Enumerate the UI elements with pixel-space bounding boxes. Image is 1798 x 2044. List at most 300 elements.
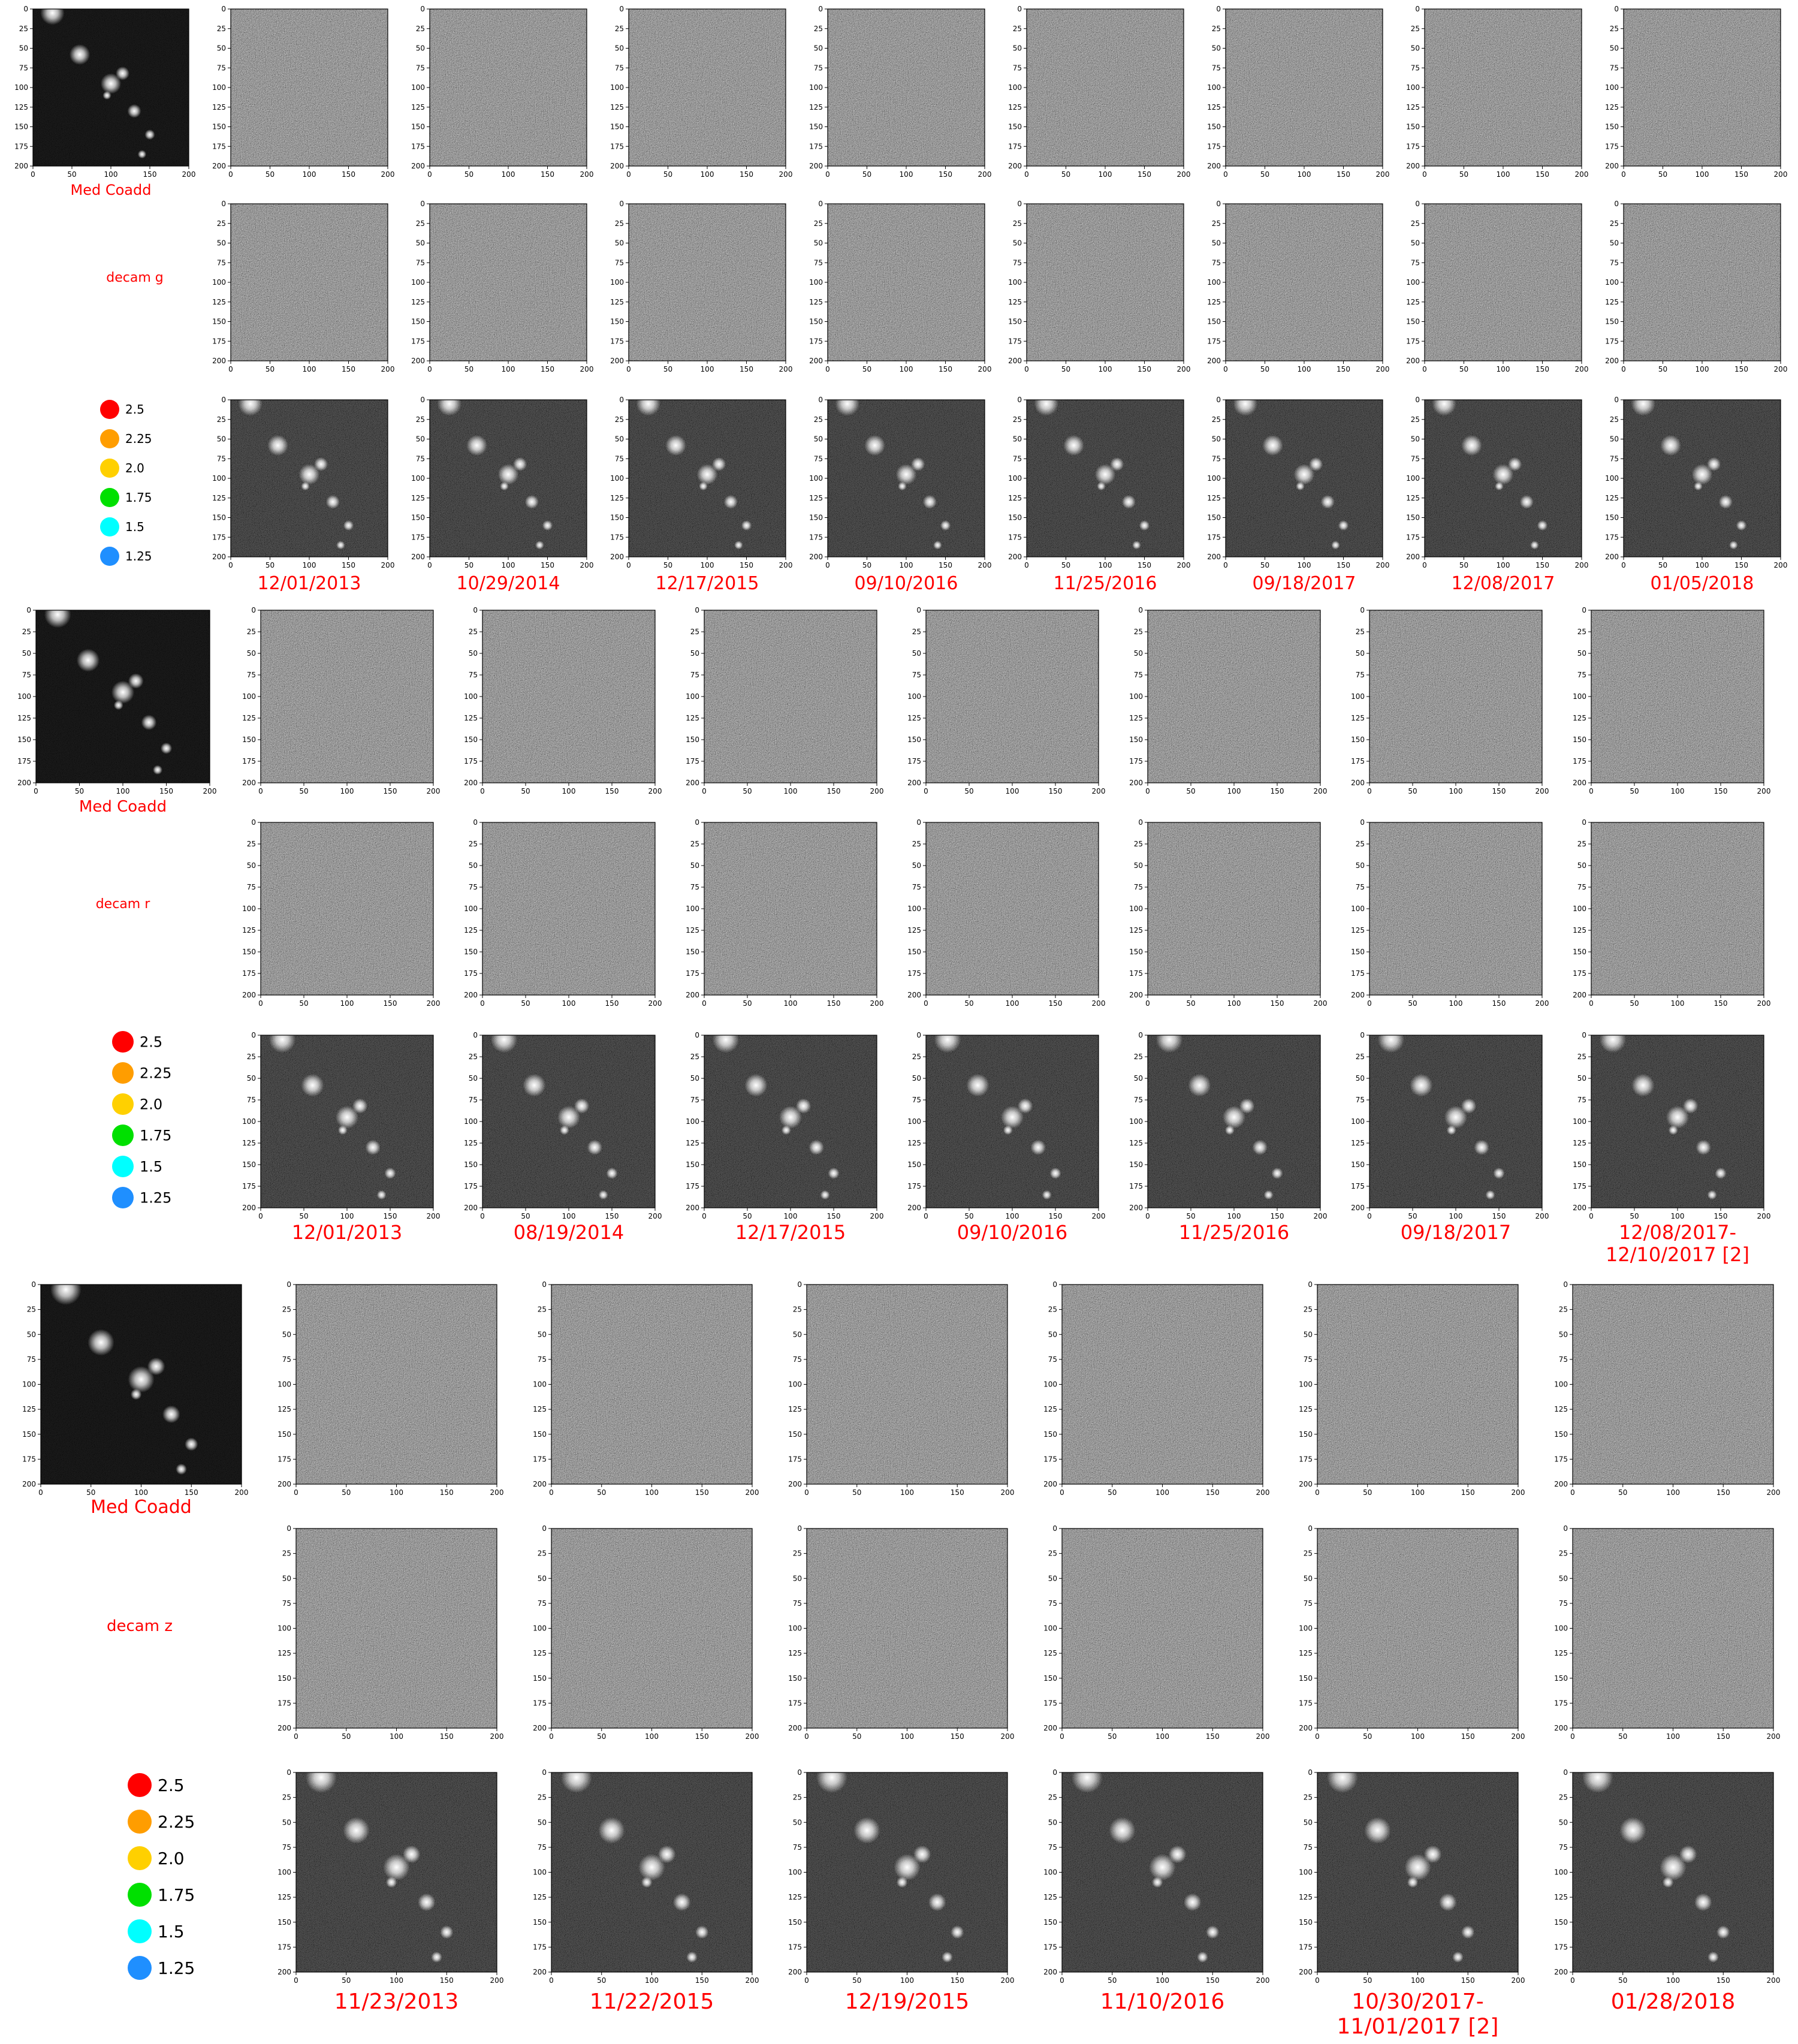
x-tick-label: 200 — [381, 170, 395, 179]
x-tick-label: 150 — [1535, 170, 1549, 179]
star-7 — [386, 1877, 397, 1888]
y-tick-label: 200 — [411, 553, 425, 561]
x-tick-label: 50 — [852, 1488, 862, 1497]
x-tick-label: 200 — [1535, 1212, 1549, 1220]
x-tick-label: 0 — [1315, 1976, 1320, 1985]
science-image — [1406, 391, 1588, 569]
star-2 — [853, 1817, 880, 1843]
legend-marker — [128, 1956, 152, 1980]
difference-image — [1554, 1280, 1780, 1497]
difference-image — [1008, 5, 1190, 179]
legend-marker — [128, 1773, 152, 1797]
y-tick-label: 100 — [22, 1380, 36, 1389]
y-tick-label: 25 — [1303, 1305, 1313, 1314]
y-tick-label: 75 — [282, 1599, 291, 1608]
y-tick-label: 75 — [614, 454, 624, 463]
y-tick-label: 50 — [792, 1330, 802, 1339]
y-tick-label: 150 — [533, 1430, 547, 1439]
x-tick-label: 100 — [783, 1212, 798, 1220]
x-tick-label: 200 — [1535, 999, 1549, 1008]
x-tick-label: 0 — [1315, 1488, 1320, 1497]
x-tick-label: 100 — [302, 365, 316, 373]
star-7 — [1152, 1877, 1163, 1888]
y-tick-label: 0 — [619, 5, 624, 13]
y-tick-label: 100 — [212, 474, 226, 483]
legend-label: 2.25 — [140, 1065, 172, 1082]
y-tick-label: 175 — [212, 142, 226, 151]
y-tick-label: 200 — [242, 779, 256, 787]
x-tick-label: 200 — [1757, 999, 1771, 1008]
x-tick-label: 200 — [1766, 1488, 1781, 1497]
x-tick-label: 0 — [1570, 1976, 1575, 1985]
y-tick-label: 0 — [542, 1280, 547, 1289]
y-tick-label: 150 — [411, 122, 425, 131]
y-tick-label: 200 — [411, 357, 425, 365]
x-tick-label: 100 — [1227, 787, 1241, 795]
x-tick-label: 200 — [1574, 561, 1589, 569]
y-tick-label: 100 — [411, 278, 425, 287]
legend-label: 2.0 — [158, 1848, 185, 1868]
x-tick-label: 50 — [464, 170, 474, 179]
legend-label: 2.0 — [140, 1096, 163, 1113]
epoch-date-label: 12/08/2017-12/10/2017 [2] — [1606, 1221, 1749, 1266]
science-image — [1554, 1762, 1780, 1985]
y-tick-label: 175 — [788, 1943, 802, 1952]
y-tick-label: 50 — [1048, 1574, 1057, 1583]
y-tick-label: 100 — [1406, 83, 1420, 92]
x-tick-label: 0 — [804, 1976, 809, 1985]
y-tick-label: 50 — [246, 649, 256, 658]
y-tick-label: 125 — [411, 493, 425, 502]
star-2 — [744, 1074, 767, 1097]
star-5 — [1439, 1894, 1456, 1911]
y-tick-label: 150 — [1299, 1918, 1313, 1927]
star-8 — [1452, 1952, 1463, 1962]
y-tick-label: 175 — [1605, 337, 1619, 346]
y-tick-label: 75 — [1012, 64, 1022, 73]
y-tick-label: 0 — [818, 5, 823, 13]
star-7 — [1003, 1125, 1013, 1135]
y-tick-label: 50 — [813, 239, 823, 248]
x-tick-label: 0 — [228, 170, 233, 179]
y-tick-label: 50 — [415, 435, 425, 444]
x-tick-label: 100 — [899, 170, 913, 179]
x-tick-label: 0 — [1570, 1488, 1575, 1497]
y-tick-label: 125 — [1605, 102, 1619, 111]
x-tick-label: 100 — [1666, 1732, 1680, 1741]
y-tick-label: 25 — [282, 1549, 291, 1558]
y-tick-label: 50 — [1133, 1074, 1143, 1083]
star-1 — [1582, 1762, 1613, 1793]
star-7 — [1663, 1877, 1673, 1888]
y-tick-label: 25 — [246, 628, 256, 636]
y-tick-label: 175 — [1043, 1943, 1057, 1952]
x-tick-label: 150 — [342, 561, 355, 569]
x-tick-label: 0 — [924, 787, 928, 795]
x-tick-label: 100 — [1098, 170, 1112, 179]
y-tick-label: 50 — [1609, 44, 1619, 53]
y-tick-label: 200 — [1008, 357, 1022, 365]
star-1 — [1600, 1026, 1626, 1053]
y-tick-label: 0 — [1052, 1768, 1057, 1777]
x-tick-label: 0 — [1589, 1212, 1594, 1220]
y-tick-label: 50 — [468, 861, 478, 870]
epoch-date-label: 11/10/2016 — [1100, 1989, 1225, 2014]
y-tick-label: 100 — [610, 474, 624, 483]
y-tick-label: 75 — [1211, 64, 1221, 73]
star-6 — [1338, 520, 1349, 530]
y-tick-label: 175 — [242, 757, 256, 765]
y-tick-label: 50 — [26, 1330, 36, 1339]
y-tick-label: 200 — [686, 779, 699, 787]
x-tick-label: 100 — [501, 561, 515, 569]
legend-marker — [100, 488, 119, 507]
legend-marker — [112, 1093, 134, 1115]
x-tick-label: 150 — [439, 1488, 454, 1497]
x-tick-label: 100 — [1695, 365, 1709, 373]
science-image — [242, 1026, 440, 1220]
x-tick-label: 200 — [182, 170, 196, 179]
y-tick-label: 100 — [1605, 83, 1619, 92]
star-1 — [438, 391, 461, 415]
y-tick-label: 200 — [1207, 162, 1221, 170]
x-tick-label: 150 — [1535, 561, 1549, 569]
star-8 — [1708, 1190, 1717, 1199]
star-5 — [1520, 495, 1534, 509]
x-tick-label: 0 — [228, 561, 233, 569]
y-tick-label: 0 — [695, 606, 699, 614]
star-8 — [153, 765, 162, 774]
science-image — [1043, 1762, 1269, 1985]
y-tick-label: 200 — [1351, 1204, 1365, 1212]
x-tick-label: 50 — [1363, 1488, 1372, 1497]
y-tick-label: 75 — [614, 258, 624, 267]
y-tick-label: 175 — [1299, 1943, 1313, 1952]
x-tick-label: 50 — [597, 1488, 607, 1497]
science-image — [1351, 1026, 1549, 1220]
difference-image — [212, 5, 394, 179]
epoch-date-label: 11/25/2016 — [1053, 573, 1157, 594]
star-5 — [141, 715, 157, 730]
y-tick-label: 50 — [1355, 649, 1365, 658]
y-tick-label: 175 — [907, 1182, 921, 1190]
y-tick-label: 50 — [792, 1574, 802, 1583]
x-tick-label: 200 — [1000, 1732, 1015, 1741]
y-tick-label: 0 — [1052, 1524, 1057, 1533]
y-tick-label: 25 — [1303, 1793, 1313, 1802]
x-tick-label: 100 — [899, 561, 913, 569]
x-tick-label: 50 — [1186, 1212, 1196, 1220]
x-tick-label: 50 — [1618, 1488, 1628, 1497]
y-tick-label: 100 — [1129, 692, 1143, 701]
y-tick-label: 150 — [14, 122, 28, 131]
y-tick-label: 125 — [533, 1649, 547, 1658]
y-tick-label: 50 — [1012, 44, 1022, 53]
y-tick-label: 25 — [1558, 1793, 1568, 1802]
y-tick-label: 0 — [286, 1524, 291, 1533]
y-tick-label: 125 — [907, 714, 921, 722]
x-tick-label: 150 — [1270, 999, 1284, 1008]
x-tick-label: 0 — [626, 170, 631, 179]
y-tick-label: 100 — [610, 83, 624, 92]
y-tick-label: 25 — [1577, 1053, 1586, 1061]
y-tick-label: 175 — [212, 337, 226, 346]
y-tick-label: 75 — [216, 258, 226, 267]
y-tick-label: 150 — [242, 735, 256, 744]
x-tick-label: 50 — [1630, 1212, 1639, 1220]
y-tick-label: 75 — [282, 1355, 291, 1364]
y-tick-label: 200 — [533, 1968, 547, 1976]
x-tick-label: 0 — [258, 787, 263, 795]
y-tick-label: 25 — [614, 24, 624, 33]
y-tick-label: 75 — [1303, 1843, 1313, 1852]
legend-label: 1.75 — [140, 1127, 172, 1144]
y-tick-label: 50 — [1133, 861, 1143, 870]
y-tick-label: 75 — [1133, 1096, 1143, 1104]
y-tick-label: 50 — [1410, 435, 1420, 444]
y-tick-label: 25 — [912, 628, 921, 636]
x-tick-label: 100 — [700, 170, 714, 179]
star-5 — [1031, 1140, 1046, 1155]
y-tick-label: 75 — [1355, 883, 1365, 891]
y-tick-label: 125 — [277, 1893, 291, 1902]
y-tick-label: 200 — [1043, 1968, 1057, 1976]
band-label: decam g — [106, 270, 164, 285]
x-tick-label: 0 — [1024, 365, 1029, 373]
y-tick-label: 50 — [1577, 861, 1586, 870]
y-tick-label: 125 — [1605, 297, 1619, 306]
y-tick-label: 125 — [907, 926, 921, 934]
y-tick-label: 75 — [216, 454, 226, 463]
y-tick-label: 150 — [686, 1160, 699, 1169]
x-tick-label: 200 — [1757, 1212, 1771, 1220]
star-7 — [500, 482, 508, 490]
x-tick-label: 50 — [743, 999, 752, 1008]
x-tick-label: 50 — [299, 999, 309, 1008]
x-tick-label: 0 — [1621, 365, 1626, 373]
x-tick-label: 100 — [1005, 787, 1019, 795]
y-tick-label: 125 — [1406, 102, 1420, 111]
x-tick-label: 0 — [294, 1488, 298, 1497]
x-tick-label: 50 — [265, 170, 275, 179]
legend-marker — [100, 459, 119, 478]
star-2 — [523, 1074, 545, 1097]
x-tick-label: 50 — [1061, 561, 1071, 569]
star-4 — [1169, 1846, 1186, 1863]
x-tick-label: 100 — [645, 1488, 659, 1497]
y-tick-label: 150 — [1406, 122, 1420, 131]
y-tick-label: 150 — [212, 317, 226, 326]
y-tick-label: 175 — [464, 1182, 478, 1190]
difference-image — [610, 5, 792, 179]
difference-image — [411, 5, 593, 179]
star-2 — [70, 44, 90, 65]
x-tick-label: 0 — [549, 1732, 554, 1741]
x-tick-label: 150 — [826, 999, 841, 1008]
x-tick-label: 150 — [939, 365, 952, 373]
x-tick-label: 50 — [1061, 365, 1071, 373]
y-tick-label: 125 — [610, 297, 624, 306]
star-2 — [1619, 1817, 1646, 1843]
star-2 — [1109, 1817, 1135, 1843]
y-tick-label: 150 — [907, 735, 921, 744]
x-tick-label: 150 — [1492, 787, 1506, 795]
y-tick-label: 150 — [686, 948, 699, 956]
star-4 — [1707, 457, 1721, 471]
y-tick-label: 0 — [619, 200, 624, 208]
y-tick-label: 100 — [1207, 278, 1221, 287]
x-tick-label: 150 — [383, 999, 397, 1008]
x-tick-label: 200 — [1000, 1488, 1015, 1497]
y-tick-label: 150 — [809, 513, 823, 522]
x-tick-label: 150 — [1337, 365, 1350, 373]
star-6 — [606, 1168, 617, 1179]
y-tick-label: 100 — [686, 692, 699, 701]
y-tick-label: 175 — [809, 533, 823, 542]
star-2 — [88, 1329, 114, 1355]
star-1 — [713, 1026, 739, 1053]
y-tick-label: 200 — [1008, 553, 1022, 561]
y-tick-label: 25 — [22, 628, 31, 636]
y-tick-label: 100 — [1207, 474, 1221, 483]
y-tick-label: 50 — [1355, 861, 1365, 870]
y-tick-label: 175 — [809, 142, 823, 151]
y-tick-label: 25 — [1609, 219, 1619, 228]
y-tick-label: 25 — [415, 415, 425, 424]
x-tick-label: 200 — [490, 1488, 504, 1497]
y-tick-label: 50 — [468, 1074, 478, 1083]
x-tick-label: 100 — [900, 1488, 914, 1497]
x-tick-label: 200 — [648, 787, 662, 795]
x-tick-label: 150 — [1734, 365, 1748, 373]
coadd-image-3 — [22, 1274, 248, 1497]
star-1 — [306, 1762, 337, 1793]
y-tick-label: 25 — [1012, 415, 1022, 424]
y-tick-label: 125 — [1299, 1649, 1313, 1658]
x-tick-label: 100 — [116, 787, 130, 795]
y-tick-label: 125 — [1573, 1139, 1586, 1147]
x-tick-label: 150 — [184, 1488, 198, 1497]
y-tick-label: 125 — [1008, 102, 1022, 111]
y-tick-label: 200 — [1207, 553, 1221, 561]
x-tick-label: 150 — [695, 1732, 709, 1741]
x-tick-label: 200 — [1757, 787, 1771, 795]
x-tick-label: 200 — [1176, 365, 1191, 373]
y-tick-label: 125 — [788, 1893, 802, 1902]
y-tick-label: 50 — [22, 649, 31, 658]
y-tick-label: 175 — [533, 1455, 547, 1464]
star-8 — [138, 150, 146, 158]
x-tick-label: 0 — [549, 1976, 554, 1985]
y-tick-label: 150 — [1129, 948, 1143, 956]
y-tick-label: 200 — [809, 357, 823, 365]
y-tick-label: 50 — [537, 1330, 547, 1339]
x-tick-label: 150 — [1734, 170, 1748, 179]
y-tick-label: 50 — [1211, 239, 1221, 248]
x-tick-label: 200 — [1511, 1976, 1525, 1985]
y-tick-label: 0 — [1563, 1524, 1568, 1533]
star-7 — [1225, 1125, 1235, 1135]
x-tick-label: 100 — [1005, 999, 1019, 1008]
x-tick-label: 100 — [340, 787, 354, 795]
star-8 — [377, 1190, 387, 1199]
x-tick-label: 100 — [1156, 1488, 1169, 1497]
y-tick-label: 200 — [1605, 357, 1619, 365]
y-tick-label: 125 — [277, 1405, 291, 1414]
x-tick-label: 200 — [1091, 1212, 1106, 1220]
y-tick-label: 175 — [464, 969, 478, 978]
y-tick-label: 100 — [686, 1117, 699, 1126]
y-tick-label: 0 — [221, 396, 226, 404]
x-tick-label: 150 — [1716, 1732, 1730, 1741]
x-tick-label: 50 — [1658, 170, 1668, 179]
y-tick-label: 75 — [26, 1355, 36, 1364]
x-tick-label: 50 — [964, 787, 974, 795]
coadd-image-2 — [17, 601, 216, 795]
x-tick-label: 100 — [1449, 1212, 1463, 1220]
y-tick-label: 150 — [1043, 1918, 1057, 1927]
star-4 — [1508, 457, 1522, 471]
x-tick-label: 200 — [745, 1488, 759, 1497]
y-tick-label: 100 — [907, 692, 921, 701]
star-4 — [1110, 457, 1124, 471]
x-tick-label: 200 — [779, 365, 793, 373]
x-tick-label: 150 — [541, 365, 554, 373]
y-tick-label: 150 — [464, 948, 478, 956]
star-6 — [1537, 520, 1547, 530]
y-tick-label: 200 — [212, 553, 226, 561]
y-tick-label: 50 — [216, 435, 226, 444]
star-1 — [1233, 391, 1257, 415]
y-tick-label: 75 — [1410, 64, 1420, 73]
y-tick-label: 25 — [282, 1793, 291, 1802]
x-tick-label: 100 — [390, 1488, 403, 1497]
x-tick-label: 150 — [159, 787, 173, 795]
residual-image — [1554, 1524, 1780, 1741]
y-tick-label: 200 — [686, 1204, 699, 1212]
star-6 — [343, 520, 354, 530]
difference-image — [788, 1280, 1014, 1497]
y-tick-label: 75 — [1577, 883, 1586, 891]
star-4 — [1679, 1846, 1697, 1863]
y-tick-label: 100 — [907, 1117, 921, 1126]
y-tick-label: 150 — [1554, 1918, 1568, 1927]
x-tick-label: 200 — [580, 561, 594, 569]
star-1 — [491, 1026, 517, 1053]
y-tick-label: 50 — [282, 1330, 291, 1339]
y-tick-label: 125 — [1043, 1893, 1057, 1902]
y-tick-label: 150 — [1406, 317, 1420, 326]
y-tick-label: 25 — [216, 24, 226, 33]
star-8 — [933, 541, 942, 549]
legend-marker — [112, 1124, 134, 1146]
y-tick-label: 0 — [420, 5, 425, 13]
x-tick-label: 0 — [1223, 170, 1228, 179]
y-tick-label: 200 — [1129, 991, 1143, 999]
epoch-date-label: 11/25/2016 — [1178, 1221, 1290, 1244]
y-tick-label: 25 — [537, 1793, 547, 1802]
star-8 — [1331, 541, 1340, 549]
y-tick-label: 100 — [1207, 83, 1221, 92]
y-tick-label: 150 — [1351, 948, 1365, 956]
y-tick-label: 100 — [686, 905, 699, 913]
x-tick-label: 200 — [1535, 787, 1549, 795]
y-tick-label: 150 — [1605, 317, 1619, 326]
x-tick-label: 200 — [580, 170, 594, 179]
y-tick-label: 200 — [1129, 1204, 1143, 1212]
x-tick-label: 50 — [265, 365, 275, 373]
y-tick-label: 150 — [212, 122, 226, 131]
